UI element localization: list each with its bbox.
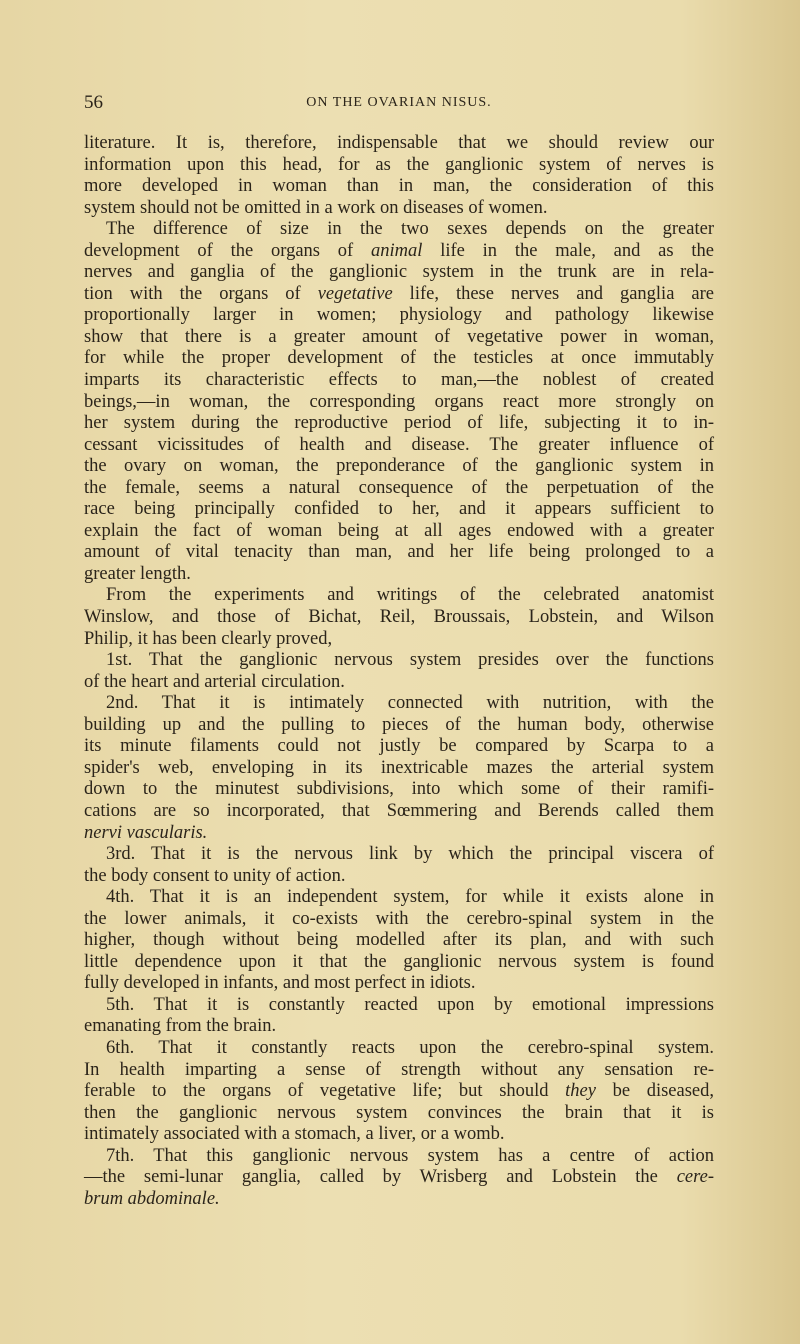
text-span: of the heart and arterial circulation. — [84, 671, 345, 692]
text-span: show that there is a greater amount of vegetative power in woman, — [84, 326, 714, 347]
text-line — [84, 801, 714, 823]
text-line — [84, 521, 714, 543]
text-span: ferable to the organs of vegetative life; but should — [84, 1081, 566, 1102]
text-line — [84, 155, 714, 177]
text-line — [84, 413, 714, 435]
text-line — [84, 715, 714, 737]
text-span: down to the minutest subdivisions, into which some of their ramifi- — [84, 779, 714, 800]
text-line — [84, 327, 714, 349]
text-span: 2nd. That it is intimately connected with nutrition, with the — [106, 693, 714, 714]
text-line — [84, 1124, 714, 1146]
text-line — [84, 435, 714, 457]
text-span: life, these nerves and ganglia are — [392, 283, 714, 304]
page-header — [84, 92, 714, 116]
text-line — [84, 1103, 714, 1125]
text-span: higher, though without being modelled after its plan, and with such — [84, 930, 714, 951]
italic-text: they — [565, 1081, 596, 1102]
text-span: development of the organs of — [84, 240, 371, 261]
text-span: beings,—in woman, the corresponding organs react more strongly on — [84, 391, 714, 412]
text-line — [84, 262, 714, 284]
text-line — [84, 779, 714, 801]
text-span: explain the fact of woman being at all ages endowed with a greater — [84, 520, 714, 541]
paragraph — [84, 1146, 714, 1211]
text-span: In health imparting a sense of strength without any sensation re- — [84, 1059, 714, 1080]
text-span: 4th. That it is an independent system, for while it exists alone in — [106, 887, 714, 908]
text-span: the female, seems a natural consequence of the perpetuation of the — [84, 477, 714, 498]
text-line — [84, 1189, 714, 1211]
paragraph — [84, 995, 714, 1038]
text-span: 5th. That it is constantly reacted upon by emotional impressions — [106, 994, 714, 1015]
text-span: information upon this head, for as the ganglionic system of nerves is — [84, 154, 714, 175]
body-text — [84, 133, 714, 1210]
text-line — [84, 284, 714, 306]
italic-text: animal — [371, 240, 423, 261]
text-span: imparts its characteristic effects to man,—the noblest of created — [84, 370, 714, 391]
text-line — [84, 370, 714, 392]
text-line — [84, 241, 714, 263]
text-span: 6th. That it constantly reacts upon the cerebro-spinal system. — [106, 1037, 714, 1058]
text-span: the ovary on woman, the preponderance of the ganglionic system in — [84, 456, 714, 477]
paragraph — [84, 133, 714, 219]
italic-text: cere- — [676, 1167, 714, 1188]
text-span: emanating from the brain. — [84, 1016, 277, 1037]
text-span: proportionally larger in women; physiology and pathology likewise — [84, 305, 714, 326]
paragraph — [84, 887, 714, 995]
text-span: The difference of size in the two sexes depends on the greater — [106, 219, 714, 240]
paragraph — [84, 650, 714, 693]
paragraph — [84, 219, 714, 585]
text-span: the body consent to unity of action. — [84, 865, 346, 886]
text-span: building up and the pulling to pieces of the human body, otherwise — [84, 714, 714, 735]
text-line — [84, 219, 714, 241]
text-span: —the semi-lunar ganglia, called by Wrisberg and Lobstein the — [84, 1167, 677, 1188]
text-span: greater length. — [84, 563, 191, 584]
text-span: 3rd. That it is the nervous link by which the principal viscera of — [106, 844, 714, 865]
paragraph — [84, 693, 714, 844]
text-line — [84, 133, 714, 155]
text-span: tion with the organs of — [84, 283, 318, 304]
text-span: fully developed in infants, and most perfect in idiots. — [84, 973, 476, 994]
text-span: the lower animals, it co-exists with the cerebro-spinal system in the — [84, 908, 714, 929]
text-span: spider's web, enveloping in its inextricable mazes the arterial system — [84, 757, 714, 778]
text-span: Winslow, and those of Bichat, Reil, Broussais, Lobstein, and Wilson — [84, 607, 714, 628]
text-line — [84, 1060, 714, 1082]
text-line — [84, 1167, 714, 1189]
text-line — [84, 585, 714, 607]
text-line — [84, 672, 714, 694]
text-line — [84, 629, 714, 651]
text-line — [84, 650, 714, 672]
text-span: little dependence upon it that the ganglionic nervous system is found — [84, 951, 714, 972]
text-span: more developed in woman than in man, the consideration of this — [84, 176, 714, 197]
text-line — [84, 478, 714, 500]
text-line — [84, 564, 714, 586]
text-span: cations are so incorporated, that Sœmmering and Berends called them — [84, 800, 714, 821]
text-span: nerves and ganglia of the ganglionic system in the trunk are in rela- — [84, 262, 714, 283]
text-line — [84, 995, 714, 1017]
text-span: its minute filaments could not justly be compared by Scarpa to a — [84, 736, 714, 757]
text-span: 1st. That the ganglionic nervous system presides over the functions — [106, 650, 714, 671]
text-span: amount of vital tenacity than man, and her life being prolonged to a — [84, 542, 714, 563]
text-line — [84, 1081, 714, 1103]
text-span: Philip, it has been clearly proved, — [84, 628, 333, 649]
paragraph — [84, 1038, 714, 1146]
page-number: 56 — [84, 92, 103, 113]
text-line — [84, 1038, 714, 1060]
text-span: literature. It is, therefore, indispensable that we should review our — [84, 133, 714, 153]
paragraph — [84, 585, 714, 650]
text-line — [84, 499, 714, 521]
text-line — [84, 542, 714, 564]
text-line — [84, 456, 714, 478]
text-span: for while the proper development of the testicles at once immutably — [84, 348, 714, 369]
text-line — [84, 887, 714, 909]
text-line — [84, 392, 714, 414]
text-line — [84, 930, 714, 952]
text-line — [84, 973, 714, 995]
text-line — [84, 693, 714, 715]
text-span: be diseased, — [595, 1081, 714, 1102]
text-line — [84, 176, 714, 198]
text-line — [84, 607, 714, 629]
text-line — [84, 952, 714, 974]
text-span: 7th. That this ganglionic nervous system has a centre of action — [106, 1145, 714, 1166]
text-span: From the experiments and writings of the celebrated anatomist — [106, 585, 714, 606]
running-title: ON THE OVARIAN NISUS. — [306, 95, 492, 110]
italic-text: nervi vascularis. — [84, 822, 208, 843]
italic-text: brum abdominale. — [84, 1188, 220, 1209]
text-span: system should not be omitted in a work on diseases of women. — [84, 197, 548, 218]
text-line — [84, 736, 714, 758]
text-line — [84, 1016, 714, 1038]
text-line — [84, 823, 714, 845]
paragraph — [84, 844, 714, 887]
text-line — [84, 844, 714, 866]
text-line — [84, 909, 714, 931]
text-span: life in the male, and as the — [422, 240, 714, 261]
text-span: cessant vicissitudes of health and disease. The greater influence of — [84, 434, 714, 455]
text-line — [84, 1146, 714, 1168]
text-line — [84, 348, 714, 370]
text-line — [84, 758, 714, 780]
italic-text: vegetative — [317, 283, 393, 304]
text-span: race being principally confided to her, and it appears sufficient to — [84, 499, 714, 520]
text-line — [84, 198, 714, 220]
text-span: then the ganglionic nervous system convinces the brain that it is — [84, 1102, 714, 1123]
text-span: her system during the reproductive period of life, subjecting it to in- — [84, 413, 714, 434]
text-span: intimately associated with a stomach, a liver, or a womb. — [84, 1124, 505, 1145]
text-line — [84, 866, 714, 888]
text-line — [84, 305, 714, 327]
